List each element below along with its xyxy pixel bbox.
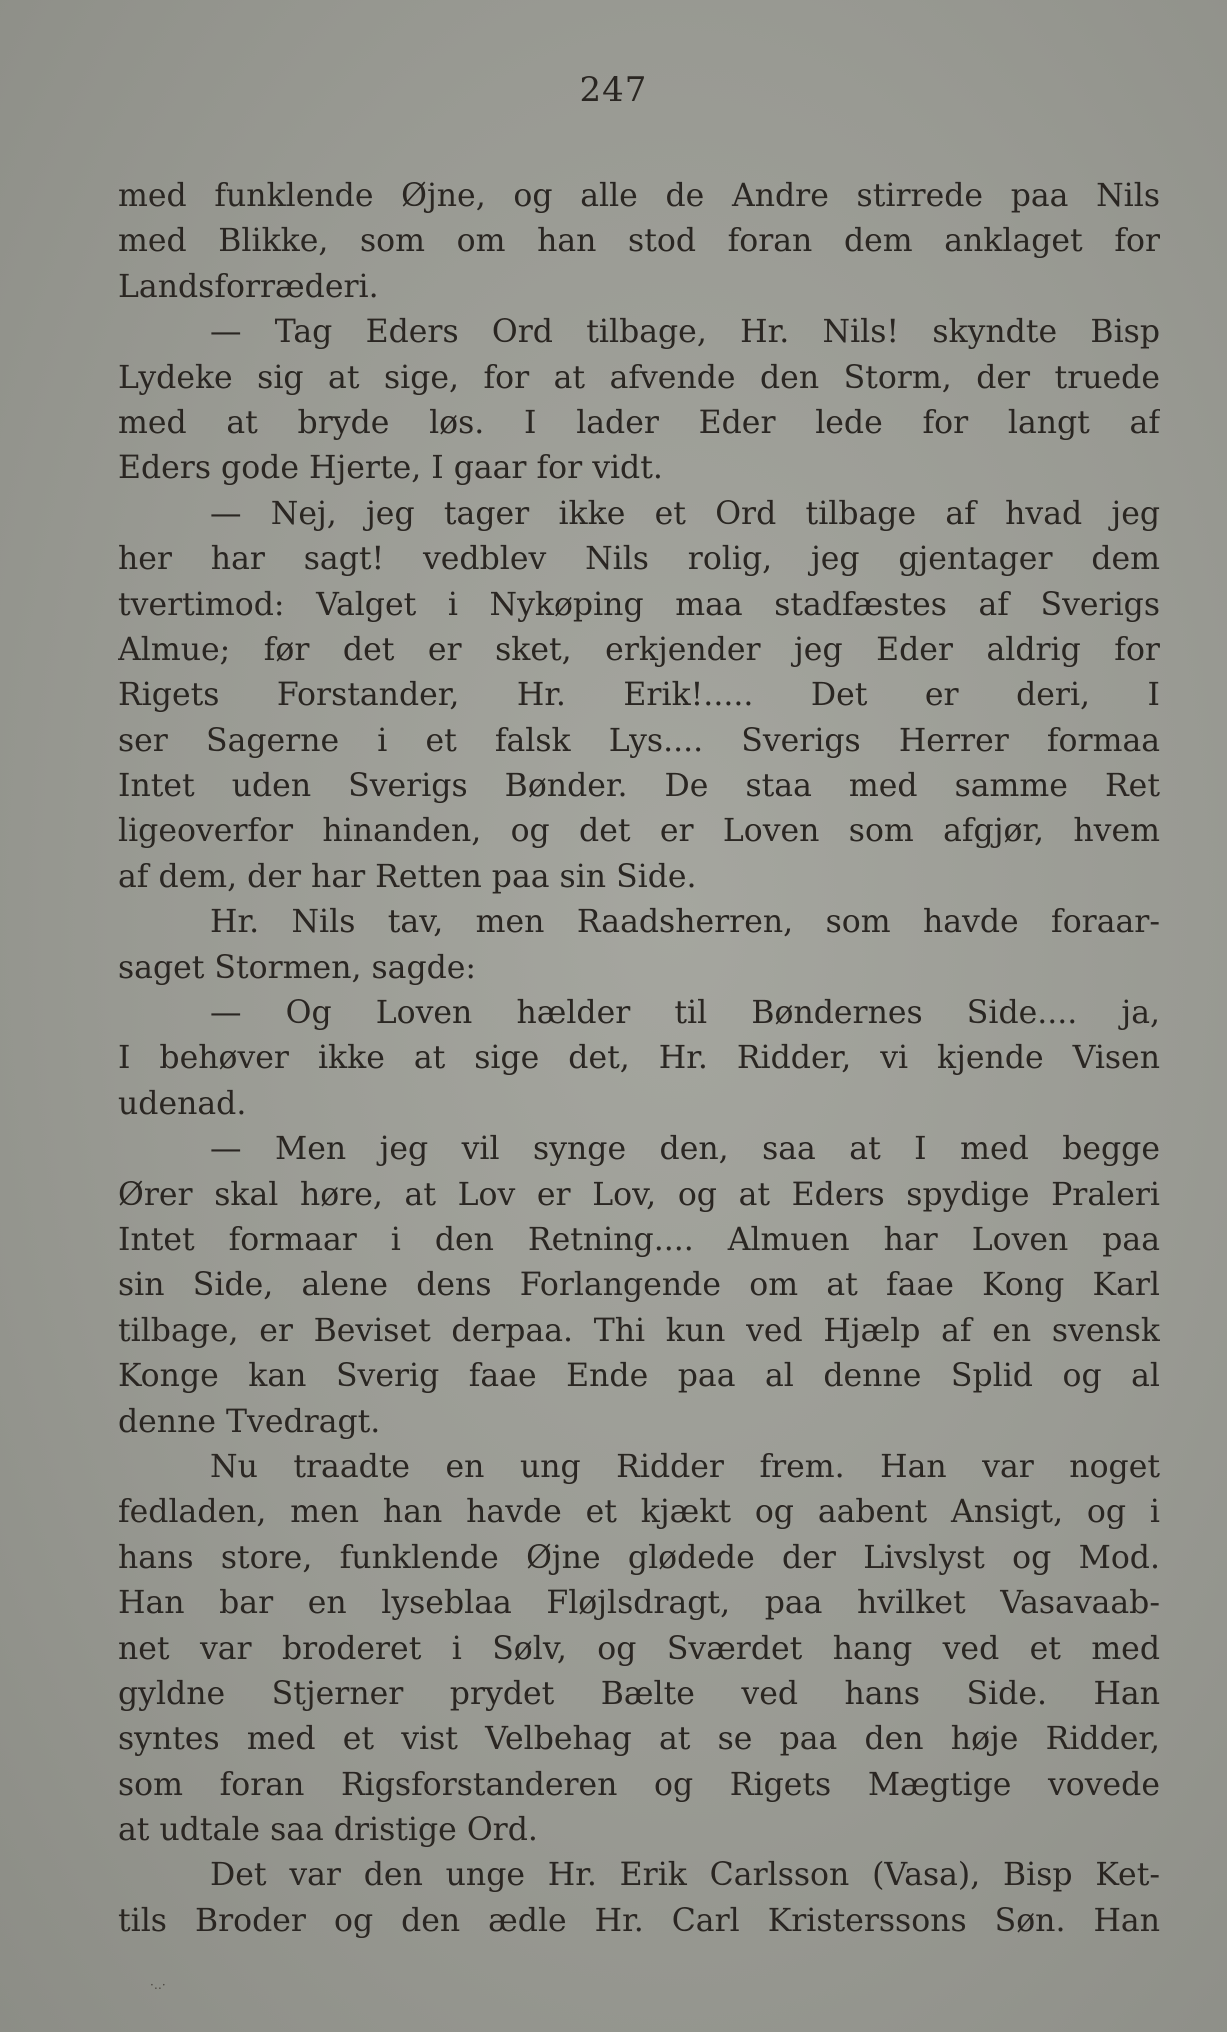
text-line: Han bar en lyseblaa Fløjlsdragt, paa hvilket Vasavaab- [118,1585,1160,1622]
text-line: Konge kan Sverig faae Ende paa al denne Splid og al [118,1358,1160,1395]
text-line: udenad. [118,1085,247,1122]
text-line: her har sagt! vedblev Nils rolig, jeg gjentager dem [118,541,1160,578]
text-line: Rigets Forstander, Hr. Erik!..... Det er deri, I [118,677,1160,714]
text-line: Almue; før det er sket, erkjender jeg Eder aldrig for [118,631,1160,668]
text-line: Lydeke sig at sige, for at afvende den Storm, der truede [118,359,1160,396]
text-line: som foran Rigsforstanderen og Rigets Mægtige vovede [118,1766,1160,1803]
body-text [118,174,1160,1944]
text-line: Hr. Nils tav, men Raadsherren, som havde foraar- [210,904,1160,941]
print-speck: ·‥· [150,1978,166,1992]
text-line: syntes med et vist Velbehag at se paa den høje Ridder, [118,1721,1160,1758]
text-line: at udtale saa dristige Ord. [118,1812,538,1849]
text-line: af dem, der har Retten paa sin Side. [118,858,697,895]
text-line: ligeoverfor hinanden, og det er Loven som afgjør, hvem [118,813,1160,850]
text-line: Landsforræderi. [118,268,379,305]
page-number: 247 [579,70,648,110]
text-line: med at bryde løs. I lader Eder lede for langt af [118,404,1160,441]
text-line: Intet uden Sverigs Bønder. De staa med samme Ret [118,768,1160,805]
text-line: — Nej, jeg tager ikke et Ord tilbage af hvad jeg [210,495,1160,532]
text-line: tvertimod: Valget i Nykøping maa stadfæstes af Sverigs [118,586,1160,623]
text-line: fedladen, men han havde et kjækt og aabent Ansigt, og i [118,1494,1160,1531]
text-line: — Tag Eders Ord tilbage, Hr. Nils! skyndte Bisp [210,314,1160,351]
text-line: Eders gode Hjerte, I gaar for vidt. [118,450,663,487]
text-line: sin Side, alene dens Forlangende om at faae Kong Karl [118,1267,1160,1304]
text-line: Det var den unge Hr. Erik Carlsson (Vasa), Bisp Ket- [210,1857,1160,1894]
text-line: saget Stormen, sagde: [118,949,477,986]
text-line: I behøver ikke at sige det, Hr. Ridder, vi kjende Visen [118,1040,1160,1077]
text-line: denne Tvedragt. [118,1403,381,1440]
text-line: — Og Loven hælder til Bøndernes Side.... ja, [210,995,1160,1032]
text-line: Intet formaar i den Retning.... Almuen har Loven paa [118,1221,1160,1258]
text-line: med Blikke, som om han stod foran dem anklaget for [118,223,1160,260]
text-line: tilbage, er Beviset derpaa. Thi kun ved Hjælp af en svensk [118,1312,1160,1349]
text-line: hans store, funklende Øjne glødede der Livslyst og Mod. [118,1539,1160,1576]
text-line: Ører skal høre, at Lov er Lov, og at Eders spydige Praleri [118,1176,1160,1213]
text-line: ser Sagerne i et falsk Lys.... Sverigs Herrer formaa [118,722,1160,759]
text-line: gyldne Stjerner prydet Bælte ved hans Side. Han [118,1675,1160,1712]
text-line: — Men jeg vil synge den, saa at I med begge [210,1131,1160,1168]
text-line: tils Broder og den ædle Hr. Carl Kristerssons Søn. Han [118,1902,1160,1939]
text-line: med funklende Øjne, og alle de Andre stirrede paa Nils [118,178,1160,214]
text-line: Nu traadte en ung Ridder frem. Han var noget [210,1448,1160,1485]
text-line: net var broderet i Sølv, og Sværdet hang ved et med [118,1630,1160,1667]
